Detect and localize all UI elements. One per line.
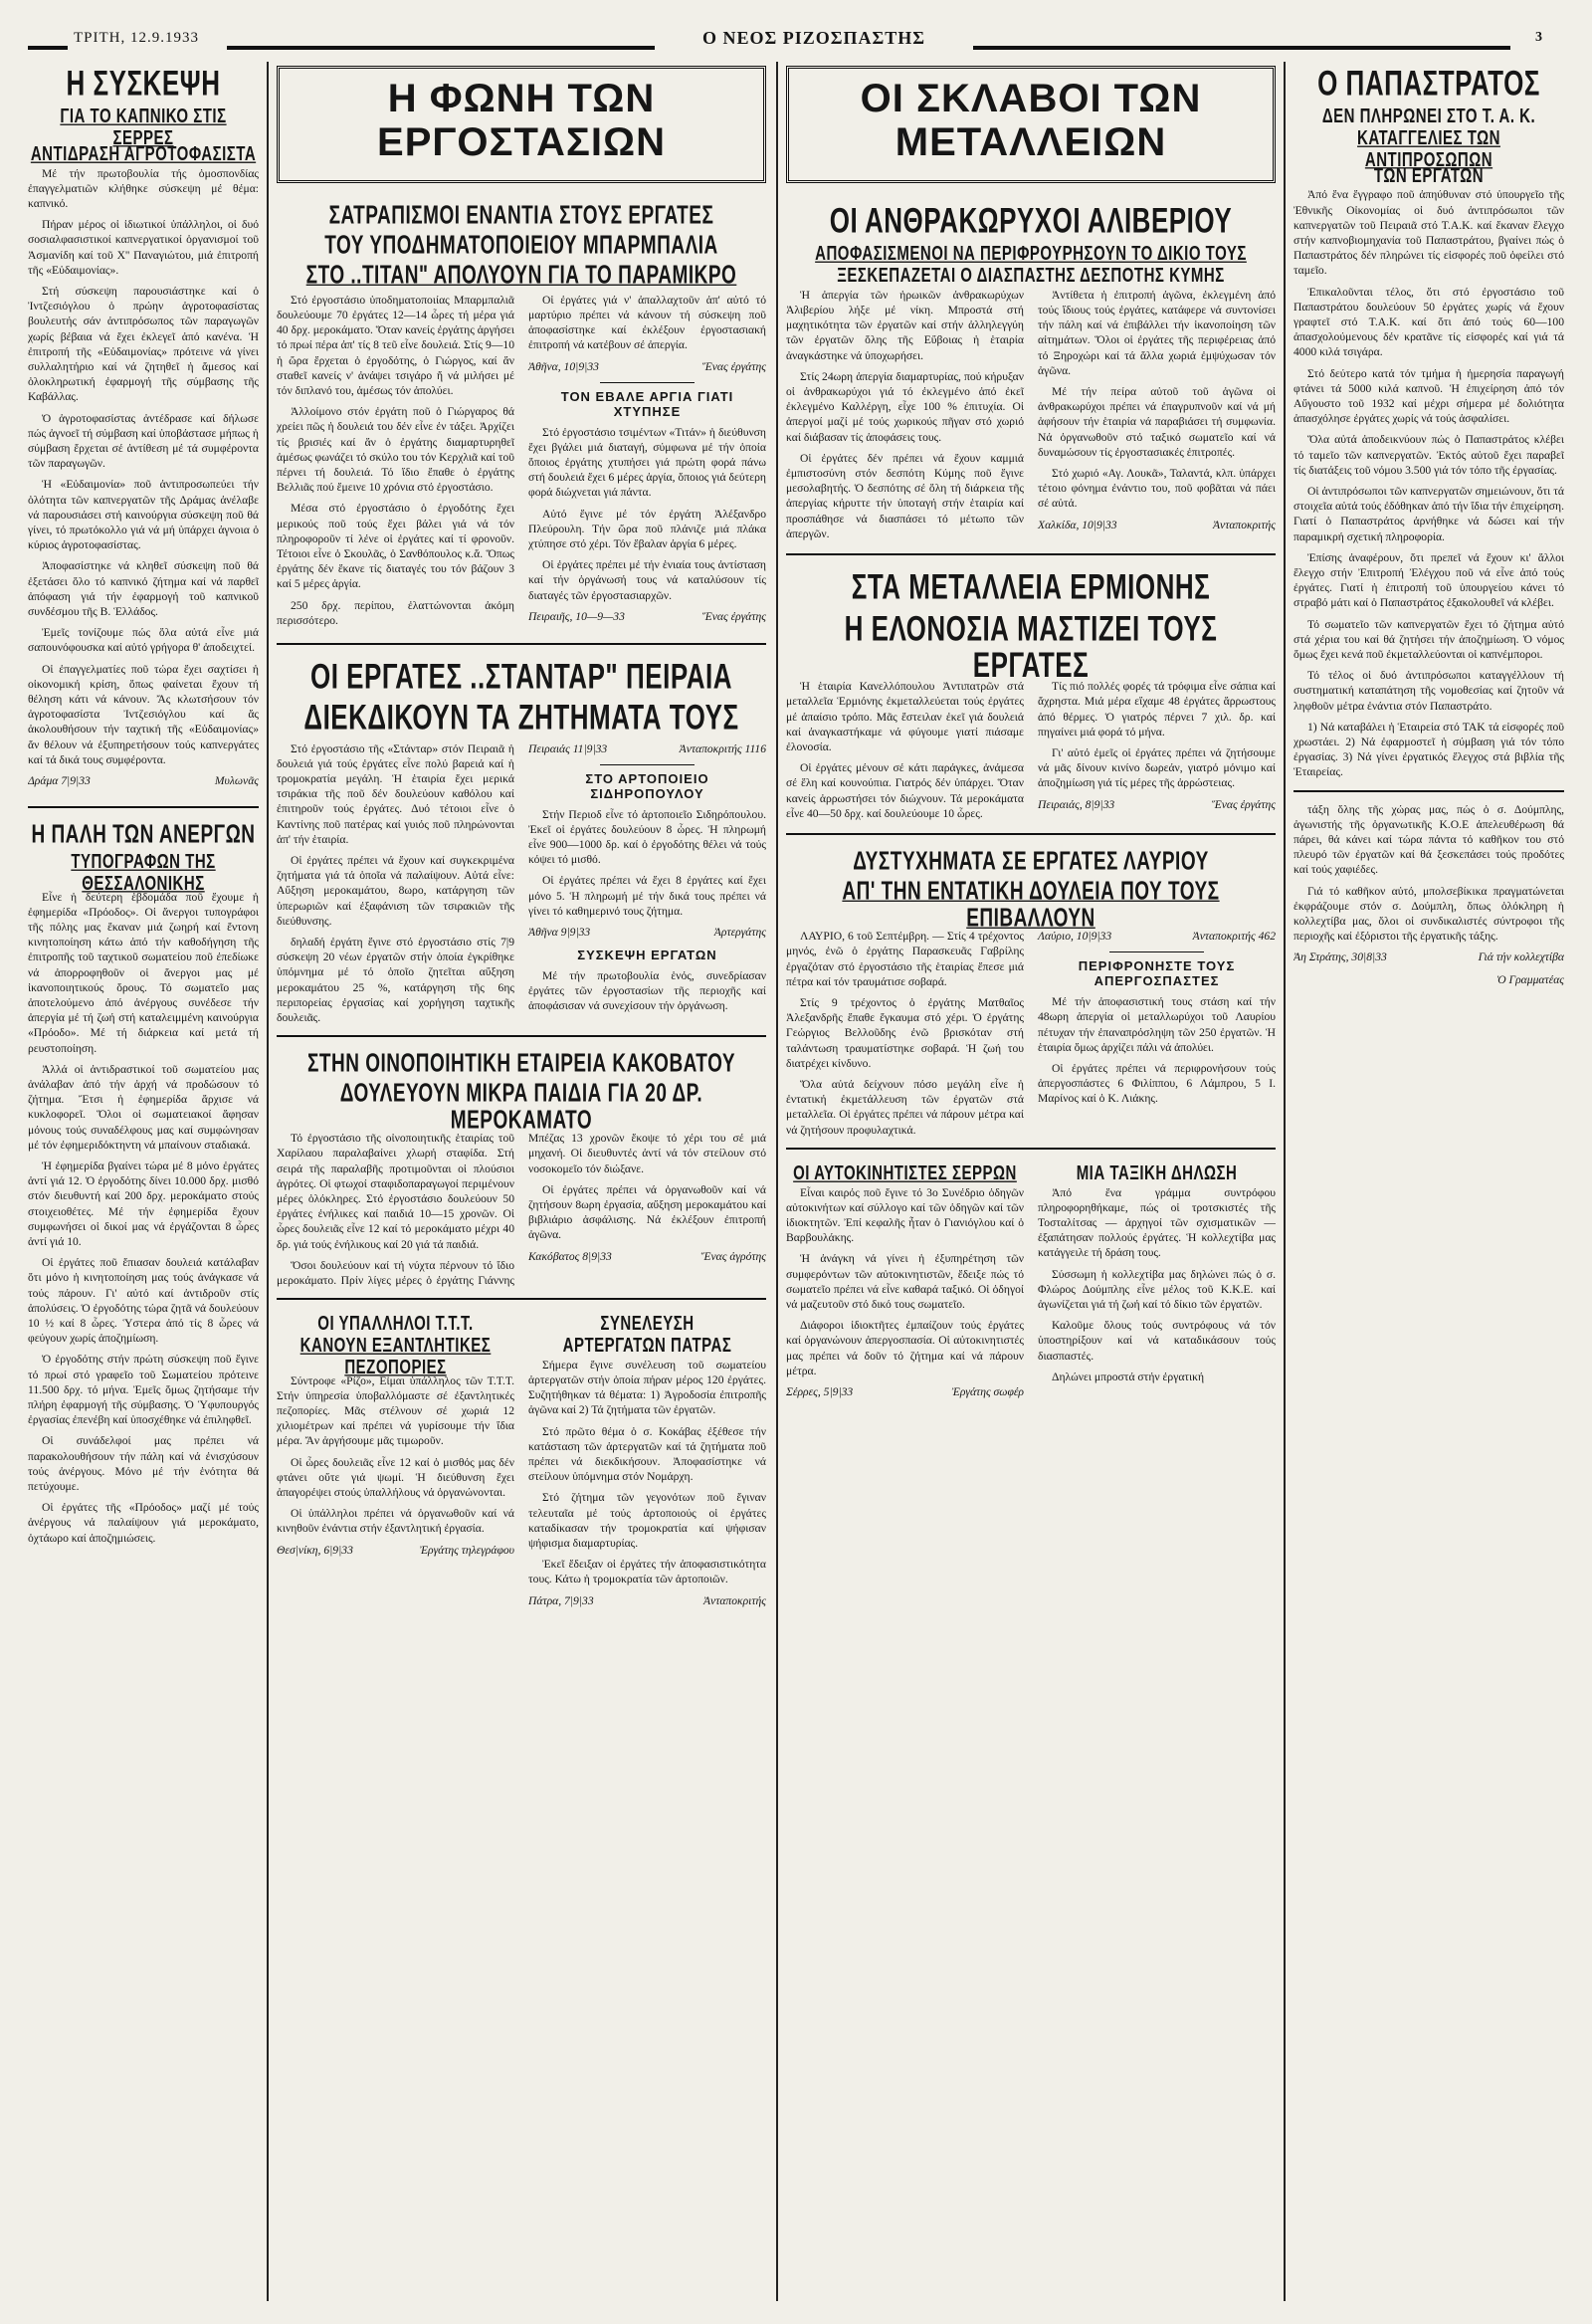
author: Ἕνας ἐργάτης: [701, 359, 766, 373]
newspaper-name: Ο ΝΕΟΣ ΡΙΖΟΣΠΑΣΤΗΣ: [701, 28, 926, 48]
headline: ΔΥΣΤΥΧΗΜΑΤΑ ΣΕ ΕΡΓΑΤΕΣ ΛΑΥΡΙΟΥ: [853, 848, 1209, 877]
section-banner: Η ΦΩΝΗ ΤΩΝ ΕΡΓΟΣΤΑΣΙΩΝ: [377, 77, 666, 164]
bottom-articles: [786, 1160, 1276, 1407]
article-body: [786, 288, 1276, 544]
page-number: 3: [1535, 30, 1542, 45]
paragraph: Ἐπικαλοῦνται τέλος, ὅτι στό ἐργοστάσιο τοῦ Παπαστράτου δουλεύουν 50 ἐργάτες χωρίς νά ἔχουν γραφτεῖ στό Τ.Α.Κ. καί ὅτι ἀπό τούς 60—100 ἀπασχολούμενους δέν κρατᾶνε τίς εἰσφορές καί γιά τά 4000 κιλά τσιγάρα.: [1294, 285, 1564, 359]
column-divider: [1284, 62, 1286, 2301]
paragraph: Τό σωματεῖο τῶν καπνεργατῶν ἔχει τό ζήτημα αὐτό στά χέρια του καί θά ζητήσει τήν ἀποζημίωση. Ὁ νόμος ὅμως ἔχει κενά ποῦ ἐκμεταλλεύονται οἱ καπνέμποροι.: [1294, 617, 1564, 661]
section-divider: [1294, 790, 1564, 792]
dateline: Λαύριο, 10|9|33: [1038, 930, 1112, 944]
author: Ἕνας ἐργάτης: [701, 609, 766, 623]
article-body: [786, 929, 1276, 1138]
paragraph: Τό ἐργοστάσιο τῆς οἰνοποιητικῆς ἑταιρίας τοῦ Χαρίλαου παραλαβαίνει χλωρή σταφίδα. Στή σειρά τῆς παραλαβῆς προτιμοῦνται οἱ πλούσιοι ἀγρότες. Οἱ φτωχοί σταφιδοπαραγωγοί περιμένουν μέρες ὁλόκληρες. Στό ἐργοστάσιο δουλεύουν 50 ἐργάτες ἐνήλικες καί παιδιά 10—15 χρονῶν. Οἱ ὧρες δουλειᾶς εἶνε 12 καί τό μεροκάματο μέχρι 40 δρ. γιά τούς ἐνήλικους καί 20 γιά τά παιδιά.: [277, 1132, 514, 1251]
paragraph: Εἶναι καιρός ποῦ ἔγινε τό 3ο Συνέδριο ὀδηγῶν αὐτοκινήτων καί σύλλογο καί τῶν ὀδηγῶν καί τῶν ἰδιοκτητῶν. Ἐπί κεφαλῆς ἦταν ὁ Γιανιόγλου καί ὁ Βαρβουλάκης.: [786, 1185, 1024, 1245]
headline: ΑΡΤΕΡΓΑΤΩΝ ΠΑΤΡΑΣ: [562, 1334, 732, 1358]
paragraph: ΛΑΥΡΙΟ, 6 τοῦ Σεπτέμβρη. — Στίς 4 τρέχοντος μηνός, ἐνῶ ὁ ἐργάτης Παρασκευᾶς Γαβρίλης ἐργαζόταν στό ἐργοστάσιο τῆς ἑταιρίας ἔπεσε μιά πέτρα καί τόν τραυμάτισε σοβαρά.: [786, 930, 1024, 988]
paragraph: Στό ζήτημα τῶν γεγονότων ποῦ ἔγιναν τελευταῖα μέ τούς ἀρτοποιούς οἱ ἐργάτες καταδίκασαν τήν τρομοκρατία καί ψήφισαν ψήφισμα διαμαρτυρίας.: [528, 1491, 766, 1550]
signature-line: [528, 609, 766, 624]
paragraph: Στή σύσκεψη παρουσιάστηκε καί ὁ Ἰντζεσιόγλου ὁ πρώην ἀγροτοφασίστας βουλευτής σάν ἀντιπρόσωπος τῶν παραγωγῶν χωρίς βέβαια νά ἔχει ἐκλεγεῖ ἀπό κανένα. Ἡ ἐπιτροπή τῆς «Εὐδαιμονίας» πρότεινε νά γίνει συλλαλητήριο καί νά ζητηθεῖ ἡ ἄμεσος καί ὁλοκληρωτική ἐφαρμογή τῆς σύμβασης τῆς Καβάλλας.: [28, 284, 259, 404]
paragraph: Εἶνε ἡ δεύτερη ἑβδομάδα ποῦ ἔχουμε ἡ ἐφημερίδα «Πρόοδος». Οἱ ἄνεργοι τυπογράφοι τῆς πόλης μας ἔκαναν μιά ζωηρή καί ἔντονη κινητοποίηση κάτω ἀπό τήν καθοδήγηση τῆς ἐπιτροπῆς τοῦ ταχτικοῦ σωματείου ποῦ ἐπεδίωκε νά ἀπορροφηθοῦν οἱ ἄνεργοι μας μέ ἱκανοποιητικούς ὅρους. Τό σωματεῖο μας ἀποτελούμενο ἀπό ἀνέργους συνέδεσε τήν ἀπεργία μέ τή ζωή στή καταλειμμένη καινούργια «Πρόοδο». Μέ τή διάρκεια καί μετά τή ρευστοποίηση.: [28, 890, 259, 1055]
divider: [600, 764, 696, 765]
paragraph: Σήμερα ἔγινε συνέλευση τοῦ σωματείου ἀρτεργατῶν στήν ὁποία πήραν μέρος 120 ἐργάτες. Συζητήθηκαν τά θέματα: 1) Ἀγροδοσία ἐπιτροπῆς ἀγῶνα καί 2) Τά ζητήματα τῶν ἐργατῶν.: [528, 1358, 766, 1417]
author: Ἐργάτης σωφέρ: [951, 1385, 1024, 1398]
dateline: Πειραιάς, 8|9|33: [1038, 797, 1115, 811]
headline: ΟΙ ΑΥΤΟΚΙΝΗΤΙΣΤΕΣ ΣΕΡΡΩΝ: [793, 1162, 1017, 1185]
paragraph: Οἱ ἐργάτες δέν πρέπει νά ἔχουν καμμιά ἐμπιστοσύνη στόν δεσπότη Κύμης ποῦ ἔγινε μεσολαβητής. Ὁ δεσπότης σέ ὅλη τή διάρκεια τῆς ἀπεργίας κήρυττε τήν ὑποταγή στήν ἑταιρία καί προσπάθησε νά διασπάσει τό μέτωπο τῶν ἀπεργῶν.: [786, 451, 1024, 540]
subsection-head: ΠΕΡΙΦΡΟΝΗΣΤΕ ΤΟΥΣ ΑΠΕΡΓΟΣΠΑΣΤΕΣ: [1078, 958, 1236, 989]
paragraph: Ἐμεῖς τονίζουμε πώς ὅλα αὐτά εἶνε μιά σαπουνόφουσκα καί αὐτό γρήγορα θ' ἀποδειχτεί.: [28, 626, 259, 655]
article-unemployed-typographers: [28, 818, 259, 1552]
section-divider: [786, 833, 1276, 835]
paragraph: Στό δεύτερο κατά τόν τμήμα ἡ ἠμερησία παραγωγή φτάνει τά 5000 κιλά καπνοῦ. Ἡ ἐπιχείρηση ἀπό τόν Αὔγουστο τοῦ 1932 καί μέχρι σήμερα μέ δολιότητα ἀπασχόλησε ἐργάτες χωρίς νά τούς ἀσφαλίσει.: [1294, 366, 1564, 426]
masthead-rule-left: [28, 46, 68, 50]
article-papastratos: [1294, 62, 1564, 995]
column-4: [1294, 62, 1564, 2301]
paragraph: Οἱ ἐργάτες πρέπει νά ὀργανωθοῦν καί νά ζητήσουν 8ωρη ἐργασία, αὔξηση μεροκαμάτου καί βιβλιάριο ἀσφάλισης. Νά ἐκλέξουν ἐπιτροπή ἀγῶνα.: [528, 1182, 766, 1242]
paragraph: τάξη ὅλης τῆς χώρας μας, πώς ὁ σ. Δούμπλης, ἀγωνιστής τῆς ὀργανωτικῆς Κ.Ο.Ε ἀπελευθέρωση θά πάρει, θά κάνει καί τώρα πάντα τό καθῆκον του στό πλευρό τῶν ἐργατῶν καί θά ξεσκεπάσει τούς προδότες καί τούς χαφιέδες.: [1294, 802, 1564, 877]
paragraph: Οἱ ἐργάτες ποῦ ἔπιασαν δουλειά κατάλαβαν ὅτι μόνο ἡ κινητοποίηση μας τούς ἀνάγκασε νά τούς πάρουν. Γι' αὐτό καί ἀντιδροῦν στίς ἀπολύσεις. Ὁ ἐργοδότης τώρα ζητᾶ νά δουλεύουν 10 ½ καί 8 ὧρες. Ὑστερα ἀπό τίς 8 ὧρες νά φεύγουν χωρίς ἀποζημίωση.: [28, 1256, 259, 1346]
section-divider: [786, 553, 1276, 555]
issue-date: ΤΡΙΤΗ, 12.9.1933: [74, 30, 199, 46]
headline: ΣΑΤΡΑΠΙΣΜΟΙ ΕΝΑΝΤΙΑ ΣΤΟΥΣ ΕΡΓΑΤΕΣ: [328, 201, 714, 230]
subheadline: ΚΑΤΑΓΓΕΛΙΕΣ ΤΩΝ ΑΝΤΙΠΡΟΣΩΠΩΝ: [1357, 126, 1500, 171]
article-standard-workers: [277, 655, 766, 1025]
masthead-rule: [227, 46, 655, 50]
article-body: [277, 293, 766, 633]
author: Ἀρτεργάτης: [713, 925, 766, 939]
column-1: [28, 62, 259, 2301]
dateline: Δράμα 7|9|33: [28, 774, 91, 788]
signature-line: [528, 359, 766, 374]
dateline: Πειραιῆς, 10—9—33: [528, 609, 625, 623]
paragraph: Δηλώνει μπροστά στήν ἐργατική: [1052, 1370, 1205, 1383]
paragraph: Μέ τήν πρωτοβουλία τής ὁμοσπονδίας ἐπαγγελματιῶν κλήθηκε σύσκεψη μέ θέμα: καπνικό.: [28, 166, 259, 210]
paragraph: Μέ τήν πείρα αὐτοῦ τοῦ ἀγῶνα οἱ ἀνθρακωρύχοι πρέπει νά ἐπαγρυπνοῦν καί νά μή ἀφήσουν τήν ἑταιρία νά παραβιάσει τή συμφωνία. Νά ὀργανωθοῦν στό ταξικό σωματεῖο καί νά δυναμώσουν τίς ἐργοστασιακές ἐπιτροπές.: [1038, 385, 1276, 459]
paragraph: Σύντροφε «Ρίζο», Εἶμαι ὑπάλληλος τῶν Τ.Τ.Τ. Στήν ὑπηρεσία ὑποβαλλόμαστε σέ ἐξαντλητικές πεζοπορίες. Μᾶς στέλνουν σέ χωριά 12 χιλιομέτρων καί πρέπει νά γυρίσουμε τήν ἴδια μέρα. Ἄν ἀργήσουμε μᾶς τιμωροῦν.: [277, 1373, 514, 1448]
paragraph: Ἀντίθετα ἡ ἐπιτροπή ἀγῶνα, ἐκλεγμένη ἀπό τούς ἴδιους τούς ἐργάτες, κατάφερε νά συντονίσει τήν πάλη καί νά ἐπιβάλλει τήν ἱκανοποίηση τῶν αἰτημάτων. Ὅλοι οἱ ἐργάτες τῆς περιφέρειας ἀπό τό Ξηροχώρι καί τά ἄλλα χωριά ἐμψύχωσαν τόν ἀγῶνα.: [1038, 288, 1276, 377]
article-winery-children: [277, 1047, 766, 1288]
paragraph: Μέ τήν ἀποφασιστική τους στάση καί τήν 48ωρη ἀπεργία οἱ μεταλλωρύχοι τοῦ Λαυρίου πέτυχαν τήν ἐπαναπρόσληψη τῶν 250 ἐργατῶν. Ἡ ἑταιρία ὅμως ἀρχίζει πάλι νά ἀπολύει.: [1038, 995, 1276, 1054]
signatory: Ὁ Γραμματέας: [1496, 973, 1564, 987]
column-divider: [776, 62, 778, 2301]
section-divider: [277, 1035, 766, 1037]
signature-line: [528, 741, 766, 756]
author: Μυλωνᾶς: [214, 774, 259, 788]
paragraph: Τό τέλος οἱ δυό ἀντιπρόσωποι καταγγέλλουν τή συστηματική καταπάτηση τῆς νομοθεσίας καί ζητοῦν νά ληφθοῦν μέτρα ἐνάντια στόν Παπαστράτο.: [1294, 669, 1564, 713]
article-body: [786, 679, 1276, 823]
paragraph: Οἱ ἐργάτες πρέπει νά ἔχει 8 ἐργάτες καί ἔχει μόνο 5. Ἡ πληρωμή μέ τήν δικά τους πρέπει νά γίνει τό καθημερινό τους ζήτημα.: [528, 874, 766, 918]
signature-line: [1038, 797, 1276, 812]
paragraph: Τίς πιό πολλές φορές τά τρόφιμα εἶνε σάπια καί ἄχρηστα. Μιά μέρα εἴχαμε 48 ἐργάτες ἄρρωστους ἀπό θέρμες. Ὁ γιατρός πέρνει 7 χιλ. δρ. καί πηγαίνει μιά φορά τό μήνα.: [1038, 680, 1276, 739]
column-2: [277, 62, 766, 2301]
paragraph: Σύσσωμη ἡ κολλεχτίβα μας δηλώνει πώς ὁ σ. Φλώρος Δούμπλης εἶνε μέλος τοῦ Κ.Κ.Ε. καί ἀγωνίζεται γιά τή ζωή καί τό δίκιο τῶν ἐργατῶν.: [1038, 1267, 1276, 1311]
paragraph: Οἱ ὧρες δουλειᾶς εἶνε 12 καί ὁ μισθός μας δέν φτάνει οὔτε γιά ψωμί. Ἡ διεύθυνση ἔχει ἀπαγορέψει στούς ὑπαλλήλους νά ὀργανώνονται.: [277, 1455, 514, 1499]
headline: ΣΤΟ ..ΤΙΤΑΝ" ΑΠΟΛΥΟΥΝ ΓΙΑ ΤΟ ΠΑΡΑΜΙΚΡΟ: [305, 261, 737, 290]
signature-line: [528, 1593, 766, 1608]
paragraph: Οἱ ἐργάτες μένουν σέ κάτι παράγκες, ἀνάμεσα σέ ἕλη καί κουνούπια. Γιατρός δέν ὑπάρχει. Ὅταν κανείς ἀρρωστήσει τόν διώχνουν. Τά μεροκάματα εἶνε 40—50 δρχ. καί δουλεύουμε 10 ὧρες.: [786, 761, 1024, 820]
headline: ΔΙΕΚΔΙΚΟΥΝ ΤΑ ΖΗΤΗΜΑΤΑ ΤΟΥΣ: [303, 697, 739, 739]
paragraph: Στό ἐργοστάσιο ὑποδηματοποιίας Μπαρμπαλιᾶ δουλεύουμε 70 ἐργάτες 12—14 ὧρες τή μέρα γιά 40 δρχ. μεροκάματο. Ὅταν κανείς ἐργάτης ἀργήσει τό πρωί πέρα ἀπ' τίς 8 τεῦ εἶνε δουλειά. Στίς 9—10 ἡ ὥρα ἔρχεται ὁ ἐργοδότης, ὁ Γιώργος, καί ἄν σταθεῖ κανείς ν' ἀνάψει τσιγάρο ἤ νά μιλήσει μέ τόν διπλανό του, ἀμέσως τόν ἀπολύει.: [277, 293, 514, 398]
headline: Η ΠΑΛΗ ΤΩΝ ΑΝΕΡΓΩΝ: [31, 820, 256, 850]
paragraph: Στήν Περιοδ εἶνε τό ἀρτοποιεῖο Σιδηρόπουλου. Ἐκεῖ οἱ ἐργάτες δουλεύουν 8 ὧρες. Ἡ πληρωμή εἶνε 900—1000 δρ. καί ὁ ἐργοδότης θέλει νά τούς κόψει τό μισθό.: [528, 807, 766, 867]
paragraph: Οἱ συνάδελφοί μας πρέπει νά παρακολουθήσουν τήν πάλη καί νά ἐνισχύσουν τούς ἀνέργους. Μόνο μέ τήν ἑνότητα θά πετύχουμε.: [28, 1434, 259, 1494]
paragraph: Γιά τό καθῆκον αὐτό, μπολσεβίκικα πραγματώνεται ἐκφράζουμε στόν σ. Δούμπλη, ὅπως ὁλόκληρη ἡ κολλεχτίβα μας, ὅλοι οἱ συνδικαλιστές σύντροφοι τῆς περιοχῆς καί ἐξόριστοι τῆς ἐργατικῆς τάξης.: [1294, 884, 1564, 944]
paragraph: Ἀπό ἕνα γράμμα συντρόφου πληροφορηθήκαμε, πώς οἱ τροτσκιστές τῆς Τοσταλίτσας — ἀρχηγοί τῶν σχισματικῶν — ἐξαπάτησαν πολλούς ἐργάτες. Ἡ κολλεχτίβα μας κατάγγειλε τή δράση τους.: [1038, 1185, 1276, 1260]
paragraph: Στό ἐργοστάσιο τσιμέντων «Τιτάν» ἡ διεύθυνση ἔχει βγάλει μιά διαταγή, σύμφωνα μέ τήν ὁποία ὅποιος ἐργάτης χτυπήσει γιά πρώτη φορά πάνω στή δουλειά ἔχει 6 μέρες ἀργία, ὅποιος γιά δεύτερη φορά διώχνεται γιά πάντα.: [528, 425, 766, 500]
paragraph: Στό πρῶτο θέμα ὁ σ. Κοκάβας ἐξέθεσε τήν κατάσταση τῶν ἀρτεργατῶν καί τά ζητήματα ποῦ πρέπει νά διεκδικήσουν. Ἀποφασίστηκε νά στείλουν ὑπόμνημα στόν Νομάρχη.: [528, 1424, 766, 1484]
paragraph: Ἀποφασίστηκε νά κληθεῖ σύσκεψη ποῦ θά ἐξετάσει ὅλο τό καπνικό ζήτημα καί νά παρθεῖ ἀπόφαση γιά τήν ἐφαρμογή τοῦ καπνικοῦ συνδέσμου τῆς Β. Ἑλλάδος.: [28, 559, 259, 619]
paragraph: Οἱ ἐργάτες πρέπει μέ τήν ἑνιαία τους ἀντίσταση καί τήν ὀργάνωσή τους νά καταλύσουν τίς διαταγές τῶν ἐργοστασιαρχῶν.: [528, 558, 766, 602]
paragraph: Ἐκεῖ ἔδειξαν οἱ ἐργάτες τήν ἀποφασιστικότητα τους. Κάτω ἡ τρομοκρατία τῶν ἀρτοποιῶν.: [528, 1558, 766, 1586]
section-divider: [277, 643, 766, 645]
subheadline: ΑΝΤΙΔΡΑΣΗ ΑΓΡΟΤΟΦΑΣΙΣΤΑ: [30, 142, 257, 166]
paragraph: Στό ἐργοστάσιο τῆς «Στάνταρ» στόν Πειραιᾶ ἡ δουλειά γιά τούς ἐργάτες εἶνε πολύ βαρειά καί ἡ τρομοκρατία μεγάλη. Ἡ ἑταιρία ἔχει μερικά τσιράκια τῆς ποῦ δέν δουλεύουν καθόλου καί ἐπιτηροῦν τούς ἐργάτες. Δυό τέτοιοι εἶνε ὁ Καντίνης ποῦ πατέρας καί γυιός ποῦ πληρώνονται ἀπ' τήν ἑταιρία.: [277, 741, 514, 846]
article-aliveri-miners: [786, 199, 1276, 543]
paragraph: Οἱ ἐργάτες πρέπει νά ἔχουν καί συγκεκριμένα ζητήματα γιά τά ὁποῖα νά παλαίψουν. Αὐτά εἶνε: Αὔξηση μεροκαμάτου, 8ωρο, κατάργηση τῶν ὑπερωριῶν καί ἐξαφάνιση τῶν τσιρακιῶν τῆς διεύθυνσης.: [277, 853, 514, 928]
article-lavrio-accidents: [786, 845, 1276, 1137]
paragraph: 1) Νά καταβάλει ἡ Ἑταιρεία στό ΤΑΚ τά εἰσφορές ποῦ χρωστάει. 2) Νά ἐφαρμοστεῖ ἡ σύμβαση γιά τόν τόπο ἐργασίας. 3) Νά γίνει ἐργατικός ἔλεγχος στά βιβλία τῆς Ἑταιρείας.: [1294, 720, 1564, 779]
headline: ΟΙ ΕΡΓΑΤΕΣ ..ΣΤΑΝΤΑΡ" ΠΕΙΡΑΙΑ: [309, 656, 733, 697]
subsection-head: ΤΟΝ ΕΒΑΛΕ ΑΡΓΙΑ ΓΙΑΤΙ ΧΤΥΠΗΣΕ: [560, 388, 734, 419]
subheadline: ΓΙΑ ΤΟ ΚΑΠΝΙΚΟ ΣΤΙΣ ΣΕΡΡΕΣ: [60, 105, 227, 150]
headline: ΟΙ ΑΝΘΡΑΚΩΡΥΧΟΙ ΑΛΙΒΕΡΙΟΥ: [829, 200, 1233, 241]
headline: ΣΥΝΕΛΕΥΣΗ: [600, 1312, 695, 1336]
paragraph: Στίς 9 τρέχοντος ὁ ἐργάτης Ματθαῖος Ἀλεξανδρῆς ἔπαθε ἔγκαυμα στό χέρι. Ὁ ἐργάτης Γεώργιος Βελλοῦδης ἐνῶ βρισκόταν στή ταλάντωση τραυματίστηκε σοβαρά. Ἡ ζωή του διατρέχει κίνδυνο.: [786, 995, 1024, 1070]
section-banner-box: [277, 66, 766, 183]
subsection-head: ΣΤΟ ΑΡΤΟΠΟΙΕΙΟ ΣΙΔΗΡΟΠΟΥΛΟΥ: [585, 770, 709, 801]
subheadline: ΤΩΝ ΕΡΓΑΤΩΝ: [1373, 164, 1485, 188]
article-body: [277, 1131, 766, 1288]
paragraph: Στό χωριό «Αγ. Λουκᾶ», Ταλαντά, κλπ. ὑπάρχει τέτοιο φόνημα ἐνάντιο του, ποῦ φοβᾶται νά πάει σέ αὐτά.: [1038, 467, 1276, 511]
paragraph: Ἡ ἀπεργία τῶν ἡρωικῶν ἀνθρακωρύχων Ἀλιβερίου λήξε μέ νίκη. Μπροστά στή μαχητικότητα τῶν ἐργατῶν καί στήν ἀλληλεγγύη τῶν ἐργατῶν ὅλης τῆς Εὔβοιας ἡ ἑταιρία ἀναγκάστηκε νά ὑποχωρήσει.: [786, 288, 1024, 362]
paragraph: Οἱ ἐπαγγελματίες ποῦ τώρα ἔχει σαχτίσει ἡ οἰκονομική κρίση, ὅπως φαίνεται ἔχουν τή θέληση κάτι νά κάνουν. Ἄς κλωτσήσουν τόν ἀγροτοφασίστα Ἰντζεσιόγλου καί ἄς ἀκολουθήσουν τήν ταχτική τῆς «Εὐδαιμονίας» ἄν θέλουν νά ἐξυπηρετήσουν τούς καπνεργάτες καί τά δικά τους συμφέροντα.: [28, 662, 259, 766]
column-3: [786, 62, 1276, 2301]
paragraph: Ἀπό ἕνα ἔγγραφο ποῦ ἀπηύθυναν στό ὑπουργεῖο τῆς Ἐθνικῆς Οἰκονομίας οἱ δυό ἀντιπρόσωποι τῶν καπνεργατῶν τοῦ Πειραιᾶ στό Τ.Α.Κ. καί ἔκαναν ἔλεγχο στήν καπνοβιομηχανία τοῦ Παπαστράτου, βγαίνει πώς ὁ Παπαστράτος δέν πληρώνει τίς εἰσφορές ποῦ ὀφείλει στό ταμεῖο.: [1294, 188, 1564, 278]
subsection-head: ΣΥΣΚΕΨΗ ΕΡΓΑΤΩΝ: [577, 947, 717, 962]
paragraph: Οἱ ἀντιπρόσωποι τῶν καπνεργατῶν σημειώνουν, ὅτι τά στοιχεῖα αὐτά τούς ἐδόθηκαν ἀπό τήν ἴδια τήν ἐπιχείρηση. Γιατί ὁ Παπαστράτος ἀρνήθηκε νά δώσει καί τήν παραμικρή σχετική πληροφορία.: [1294, 484, 1564, 543]
column-divider: [267, 62, 269, 2301]
paragraph: Ἀλλοίμονο στόν ἐργάτη ποῦ ὁ Γιώργαρος θά χρείει πῶς ἡ δουλειά του δέν εἶνε ἐν τάξει. Ἀρχίζει τίς βρισιές καί ἄν ὁ ἐργάτης διαμαρτυρηθεῖ ἀμέσως φωνάζει τό σκύλο του τόν Κερχλιᾶ καί τοῦ πέρνει τή δουλειά. Τό ἴδιο ἔπαθε ὁ ἐργάτης Βελλιᾶς πού ἔμεινε 10 χρόνια στό ἐργοστάσιο.: [277, 405, 514, 495]
author: Ἀνταποκριτής: [702, 1593, 766, 1607]
article-tobacco-conference: [28, 62, 259, 796]
signature-line: [786, 1384, 1024, 1399]
headline: ΔΟΥΛΕΥΟΥΝ ΜΙΚΡΑ ΠΑΙΔΙΑ ΓΙΑ 20 ΔΡ. ΜΕΡΟΚΑΜΑΤΟ: [339, 1079, 703, 1136]
divider: [1109, 951, 1205, 952]
headline: ΜΙΑ ΤΑΞΙΚΗ ΔΗΛΩΣΗ: [1076, 1162, 1238, 1185]
paragraph: Ἐπίσης ἀναφέρουν, ὅτι πρεπεῖ νά ἔχουν κι' ἄλλοι ἔλεγχο στήν Ἐπιτροπή Ἐλέγχου ποῦ νά εἶνε ἀπό τούς ἐργάτες. Γιατί ἡ ἐπιτροπή τοῦ ὑπουργείου κάνει τό στραβό μάτι καί ὁ Παπαστράτος ἐξακολουθεῖ νά κλέβει.: [1294, 550, 1564, 610]
paragraph: Ὁ ἀγροτοφασίστας ἀντέδρασε καί δήλωσε πώς ἀγνοεῖ τή σύμβαση καί ὑποβάστασε μήπως ἡ σύμβαση ἔρχεται σέ ἀντίθεση μέ τά συμφέροντα τῶν παραγωγῶν.: [28, 411, 259, 471]
dateline: Πάτρα, 7|9|33: [528, 1593, 594, 1607]
paragraph: Στίς 24ωρη ἀπεργία διαμαρτυρίας, πού κήρυξαν οἱ ἀνθρακωρύχοι γιά τό ἐκλεγμένο ἀπό ἐκεῖ ἐκλεγμένο Καλλέργη, εἶχε 100 % ἐπιτυχία. Οἱ ἀπεργοί μαζί μέ τούς χωρικούς πῆγαν στό χωριό καί διάβασαν τίς ἀποφάσεις τους.: [786, 369, 1024, 444]
paragraph: Ἀλλά οἱ ἀντιδραστικοί τοῦ σωματείου μας ἀνάλαβαν ἀπό τήν ἀρχή νά προδώσουν τό ζήτημα. Ἔτσι ἡ ἐφημερίδα ἄρχισε νά κυκλοφορεῖ. Ὅλοι οἱ σωματειακοί ἄφησαν μόνους τούς συναδέλφους μας καί συμφώνησαν μέ τόν ἐφημεριδόκτηντη νά μπαίνουν σταδιακά.: [28, 1062, 259, 1152]
subheadline: ΑΠΟΦΑΣΙΣΜΕΝΟΙ ΝΑ ΠΕΡΙΦΡΟΥΡΗΣΟΥΝ ΤΟ ΔΙΚΙΟ ΤΟΥΣ: [815, 242, 1247, 266]
signature-line: [28, 773, 259, 788]
subheadline: ΚΑΝΟΥΝ ΕΞΑΝΤΛΗΤΙΚΕΣ ΠΕΖΟΠΟΡΙΕΣ: [299, 1334, 492, 1378]
paragraph: Οἱ ἐργάτες πρέπει νά περιφρονήσουν τούς ἀπεργοσπάστες 6 Φιλίππου, 6 Λάμπρου, 5 Ι. Μαρίνος καί ὁ Κ. Λιάκης.: [1038, 1061, 1276, 1106]
paragraph: Καλοῦμε ὅλους τούς συντρόφους νά τόν ὑποστηρίξουν καί νά καταδικάσουν τούς διασπαστές.: [1038, 1319, 1276, 1363]
headline: ΣΤΗΝ ΟΙΝΟΠΟΙΗΤΙΚΗ ΕΤΑΙΡΕΙΑ ΚΑΚΟΒΑΤΟΥ: [306, 1050, 735, 1079]
paragraph: Αὐτό ἔγινε μέ τόν ἐργάτη Ἀλέξανδρο Πλεύρουλη. Τήν ὥρα ποῦ πλάνιζε μιά πλάκα χτύπησε στό χέρι. Τόν ἔβαλαν ἀργία 6 μέρες.: [528, 507, 766, 551]
paragraph: δηλαδή ἐργάτη ἔγινε στό ἐργοστάσιο στίς 7|9 σύσκεψη 20 νέων ἐργατῶν στήν ὁποία ἐγκρίθηκε ὑπόμνημα μέ τό ὁποῖο ζητεῖται αὔξηση μεροκαμάτου 25 %, κατάργηση τῆς 6ης περιπορείας ἐργασίας καί χορήγηση ταχτικῆς δουλειᾶς.: [277, 936, 514, 1025]
dateline: Ἀθῆνα, 10|9|33: [528, 359, 599, 373]
dateline: Θεσ|νίκη, 6|9|33: [277, 1543, 353, 1557]
paragraph: Οἱ ἐργάτες γιά ν' ἀπαλλαχτοῦν ἀπ' αὐτό τό μαρτύριο πρέπει νά κάνουν τή σύσκεψη ποῦ ἀποφασίστηκε καί ἐκλέξουν ἐργοστασιακή ἐπιτροπή νά κατέβουν σέ ἀπεργία.: [528, 293, 766, 352]
author: Ἕνας ἐργάτης: [1211, 797, 1276, 811]
paragraph: Ὅλα αὐτά δείχνουν πόσο μεγάλη εἶνε ἡ ἐντατική ἐκμετάλλευση τῶν ἐργατῶν στά μεταλλεῖα. Οἱ ἐργάτες πρέπει νά πάρουν μέτρα καί νά ζητήσουν προφυλαχτικά.: [786, 1078, 1024, 1137]
bottom-articles: [277, 1310, 766, 1615]
article-serres-drivers: [786, 1160, 1024, 1407]
paragraph: 250 δρχ. περίπου, ἐλαττώνονται ἀκόμη περισσότερο.: [277, 598, 514, 627]
subheadline: ΔΕΝ ΠΛΗΡΩΝΕΙ ΣΤΟ Τ. Α. Κ.: [1321, 105, 1536, 128]
section-divider: [277, 1298, 766, 1300]
section-divider: [28, 806, 259, 808]
author: Ἕνας ἀγρότης: [700, 1249, 766, 1263]
signature-line: [528, 925, 766, 940]
author: Ἐργάτης τηλεγράφου: [419, 1543, 514, 1557]
headline: ΤΟΥ ΥΠΟΔΗΜΑΤΟΠΟΙΕΙΟΥ ΜΠΑΡΜΠΑΛΙΑ: [324, 231, 718, 260]
paragraph: Γι' αὐτό ἐμεῖς οἱ ἐργάτες πρέπει νά ζητήσουμε νά μᾶς δίνουν κινίνο δωρεάν, γιατρό μόνιμο καί ἀποζημίωση γιά τίς μέρες τῆς ἀρρώστειας.: [1038, 746, 1276, 790]
headline: ΟΙ ΥΠΑΛΛΗΛΟΙ Τ.Τ.Τ.: [317, 1312, 474, 1336]
dateline: Ἀθῆνα 9|9|33: [528, 925, 591, 939]
section-banner: ΟΙ ΣΚΛΑΒΟΙ ΤΩΝ ΜΕΤΑΛΛΕΙΩΝ: [860, 77, 1202, 164]
headline: ΑΠ' ΤΗΝ ΕΝΤΑΤΙΚΗ ΔΟΥΛΕΙΑ ΠΟΥ ΤΟΥΣ ΕΠΙΒΑΛΛΟΥΝ: [842, 877, 1220, 934]
article-ttt-employees: [277, 1310, 514, 1615]
article-body: [277, 741, 766, 1026]
subheadline: ΤΥΠΟΓΡΑΦΩΝ ΤΗΣ ΘΕΣΣΑΛΟΝΙΚΗΣ: [71, 850, 216, 895]
author: Ἀνταποκριτής: [1212, 518, 1276, 531]
paragraph: Μέ τήν πρωτοβουλία ἑνός, συνεδρίασαν ἐργάτες τῶν ἐργοστασίων τῆς περιοχῆς καί ἀποφάσισαν νά συνεχίσουν τήν ὀργάνωση.: [528, 968, 766, 1013]
headline: ΣΤΑ ΜΕΤΑΛΛΕΙΑ ΕΡΜΙΟΝΗΣ: [851, 566, 1211, 608]
signature-line: [1294, 950, 1564, 964]
masthead: [28, 28, 1564, 64]
paragraph: Οἱ ὑπάλληλοι πρέπει νά ὀργανωθοῦν καί νά κινηθοῦν ἐνάντια στήν ἐξαντλητική ἐργασία.: [277, 1507, 514, 1536]
divider: [600, 382, 696, 383]
subheadline: ΞΕΣΚΕΠΑΖΕΤΑΙ Ο ΔΙΑΣΠΑΣΤΗΣ ΔΕΣΠΟΤΗΣ ΚΥΜΗΣ: [837, 264, 1225, 288]
dateline: Πειραιάς 11|9|33: [528, 741, 608, 755]
headline: Η ΣΥΣΚΕΨΗ: [66, 63, 221, 104]
signatory: Γιά τήν κολλεχτίβα: [1478, 951, 1564, 964]
paragraph: Ἡ ἑταιρία Κανελλόπουλου Ἀντιπατρῶν στά μεταλλεῖα Ἑρμιόνης ἐκμεταλλεύεται τούς ἐργάτες μέ ἀπαίσιο τρόπο. Μᾶς ἔστειλαν ἐκεῖ γιά δουλειά καί ἀναγκαστήκαμε νά φύγουμε γιατί πιάσαμε ἐλονοσία.: [786, 680, 1024, 754]
paragraph: Πήραν μέρος οἱ ἰδιωτικοί ὑπάλληλοι, οἱ δυό σοσιαλφασιστικοί καπνεργατικοί ὀργανισμοί τοῦ Ἀσμανίδη καί τοῦ Χ'' Παναγιώτου, μιά ἐπιτροπή τῆς «Εὐδαιμονίας».: [28, 218, 259, 277]
paragraph: Ὅλα αὐτά ἀποδεικνύουν πώς ὁ Παπαστράτος κλέβει τό ταμεῖο τῶν καπνεργατῶν. Ἐκτός αὐτοῦ ἔχει παραβεῖ τίς διατάξεις τοῦ νόμου 3.500 γιά τόν τόπο τῆς ἐργασίας.: [1294, 433, 1564, 477]
paragraph: Μέσα στό ἐργοστάσιο ὁ ἐργοδότης ἔχει μερικούς ποῦ τούς ἔχει βάλει γιά νά τόν πληροφοροῦν τί λένε οἱ ἐργάτες καί τί φρονοῦν. Τέτοιοι εἶνε ὁ Σκουλᾶς, ὁ Σανθόπουλος κ.ἄ. Ὅπως ἐργάτης δέν ἔκανε τίς διαταγές του τόν βάζουν 3 καί 5 μέρες ἀργία.: [277, 502, 514, 591]
signature-line: [277, 1543, 514, 1558]
section-banner-box: [786, 66, 1276, 183]
paragraph: Οἱ ἐργάτες τῆς «Πρόοδος» μαζί μέ τούς ἀνέργους νά παλαίψουν γιά μεροκάματο, ὀχτάωρο καί ἀποζημιώσεις.: [28, 1501, 259, 1545]
article-ermioni-mines: [786, 565, 1276, 823]
signature-line: [528, 1249, 766, 1264]
headline: Η ΕΛΟΝΟΣΙΑ ΜΑΣΤΙΖΕΙ ΤΟΥΣ ΕΡΓΑΤΕΣ: [844, 607, 1218, 686]
masthead-rule: [973, 46, 1510, 50]
paragraph: Διάφοροι ἰδιοκτῆτες ἐμπαίζουν τούς ἐργάτες καί ὀργανώνουν ἀπεργοσπασία. Οἱ αὐτοκινητιστές μας πρέπει νά δοῦν τό ζήτημα καί νά πάρουν μέτρα.: [786, 1319, 1024, 1377]
paragraph: Ἡ ἀνάγκη νά γίνει ἡ ἐξυπηρέτηση τῶν συμφερόντων τῶν αὐτοκινητιστῶν, ἔδειξε πώς τό σωματεῖο πρέπει νά εἶνε καθαρά ταξικό. Οἱ ὀδηγοί νά μαζευτοῦν στό δικό τους σωματεῖο.: [786, 1252, 1024, 1311]
paragraph: Ὅσοι δουλεύουν καί τή νύχτα πέρνουν τό ἴδιο μεροκάματο. Πρίν λίγες μέρες ὁ ἐργάτης Γιάννης Μπέζας 13 χρονῶν ἔκοψε τό χέρι του σέ μιά μηχανή. Οἱ διευθυντές ἀντί νά τόν στείλουν στό νοσοκομεῖο τόν διώξανε.: [277, 1132, 766, 1288]
article-class-statement: [1038, 1160, 1276, 1407]
author: Ἀνταποκριτής 462: [1192, 930, 1276, 944]
article-shoe-factory: [277, 199, 766, 633]
section-divider: [786, 1148, 1276, 1150]
signature-line: [1294, 972, 1564, 987]
paragraph: Ὁ ἐργοδότης στήν πρώτη σύσκεψη ποῦ ἔγινε τό πρωί στό γραφεῖο τοῦ Σωματείου πρότεινε 11.500 δρχ. τό μήνα. Ἐμεῖς ὅμως ζητήσαμε τήν πλήρη ἐφαρμογή τῆς σύμβασης. Ὁ Ὑφυπουργός ἐργασίας ἐπενέβη καί ὑποσχέθηκε νά ἐπιληφθεῖ.: [28, 1353, 259, 1427]
signature-line: [1038, 518, 1276, 532]
author: Ἀνταποκριτής 1116: [679, 741, 766, 755]
paragraph: Ἡ «Εὐδαιμονία» ποῦ ἀντιπροσωπεύει τήν ὁλότητα τῶν καπνεργατῶν τῆς Δράμας ἀνέλαβε νά παρουσιάσει στή καινούργια σύσκεψη ποῦ θά γίνει, τό πρωτόκολλο γιά νά μή ὑπάρχει ἀγνοια ὁ κύριος ἀγροτοφασίστας.: [28, 478, 259, 552]
article-patras-bakers: [528, 1310, 766, 1615]
dateline: Ἀη Στράτης, 30|8|33: [1294, 951, 1387, 964]
headline: Ο ΠΑΠΑΣΤΡΑΤΟΣ: [1317, 63, 1540, 104]
dateline: Κακόβατος 8|9|33: [528, 1249, 612, 1263]
paragraph: Ἡ ἐφημερίδα βγαίνει τώρα μέ 8 μόνο ἐργάτες ἀντί γιά 12. Ὁ ἐργοδότης δίνει 10.000 δρχ. μισθό στόν διευθυντή καί 200 δρχ. μεροκάματο στούς στοιχειοθέτες. Μέ τήν ἐφημερίδα ἔχουν συμφωνήσει οἱ δικοί μας νά ἐργάζονται 8 ὧρες ἀντί γιά 10.: [28, 1159, 259, 1248]
dateline: Χαλκίδα, 10|9|33: [1038, 518, 1117, 531]
dateline: Σέρρες, 5|9|33: [786, 1385, 854, 1398]
